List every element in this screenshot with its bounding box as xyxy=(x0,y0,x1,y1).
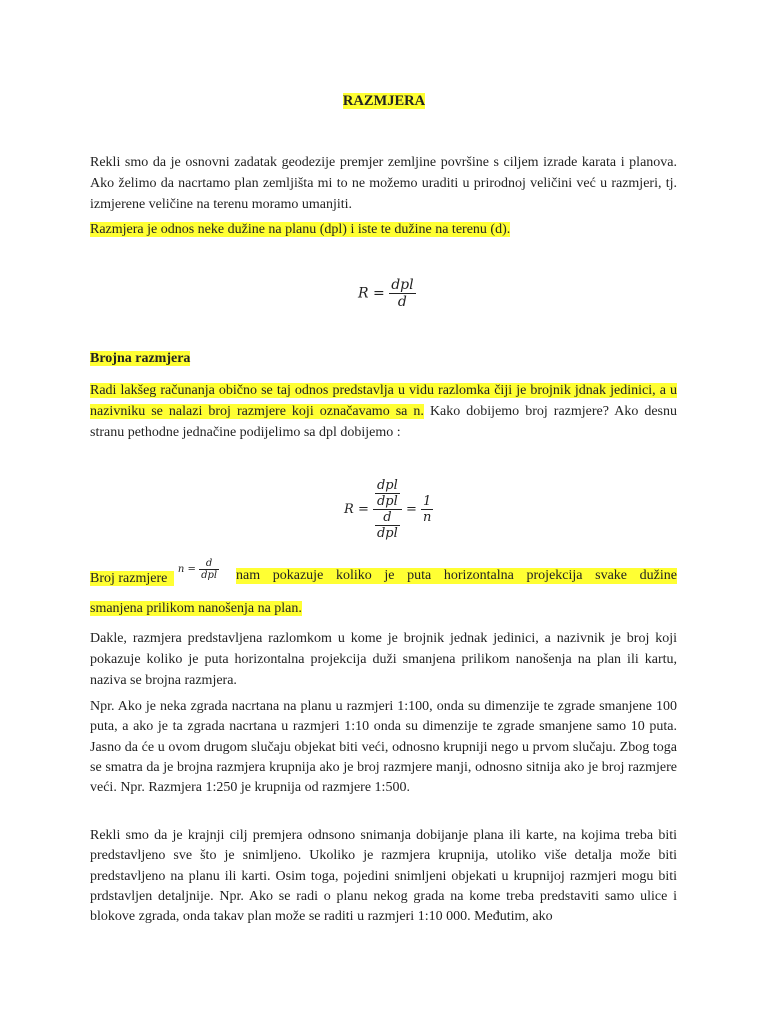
broj-razmjere-line-2: smanjena prilikom nanošenja na plan. xyxy=(90,601,302,616)
section-heading: Brojna razmjera xyxy=(90,351,191,366)
broj-razmjere-line: Broj razmjere $^{n = \frac{d}{\text{dpl}}}$ nam pokazuje koliko je puta horizontalna projekcija svake dužine xyxy=(90,558,677,586)
detail-paragraph: Rekli smo da je krajnji cilj premjera odnsono snimanja dobijanje plana ili karte, na kojima treba biti predstavljeno sve što je snimljeno. Ukoliko je razmjera krupnija, utoliko više detalja može biti predstavljeno na planu ili karti. Osim toga, pojedini snimljeni objekati u krupnijoj razmjeri mogu biti prdstavljen detaljnije. Npr. Ako se radi o planu nekog grada na kome treba predstaviti samo ulice i blokove zgrada, onda takav plan može se raditi u razmjeri 1:10 000. Međutim, ako xyxy=(90,828,677,925)
fraction-one-over-n: $\frac{1}{n}$ xyxy=(422,494,432,525)
compound-fraction: $\frac{\frac{\text{dpl}}{\text{dpl}}}{\frac{d}{\text{dpl}}}$ xyxy=(373,478,402,541)
formula-n: n = d dpl xyxy=(177,558,218,581)
fraction: $\frac{\text{dpl}}{d}$ xyxy=(391,277,414,310)
intro-paragraph: Rekli smo da je osnovni zadatak geodezije premjer zemljine površine s ciljem izrade karata i planova. Ako želimo da nacrtamo plan zemljišta mi to ne možemo uraditi u prirodnoj veličini već u razmjeri, tj. izmjerene veličine na terenu moramo umanjiti. xyxy=(90,155,677,212)
example-paragraph: Npr. Ako je neka zgrada nacrtana na planu u razmjeri 1:100, onda su dimenzije te zgrade smanjene 100 puta, a ako je ta zgrada nacrtana u razmjeri 1:10 onda su dimenzije te zgrade smanjene samo 10 puta. Jasno da će u ovom drugom slučaju objekat biti veći, odnosno krupniji nego u prvom slučaju. Zbog toga se smatra da je brojna razmjera krupnija ako je broj razmjere manji, odnosno sitnija ako je broj razmjere veći. Npr. Razmjera 1:250 je krupnija od razmjere 1:500. xyxy=(90,699,677,796)
definition-paragraph: Razmjera je odnos neke dužine na planu (dpl) i iste te dužine na terenu (d). xyxy=(90,222,511,237)
formula-ratio: R = $\frac{\text{dpl}}{d}$ xyxy=(358,277,414,310)
brojna-paragraph: Radi lakšeg računanja obično se taj odnos predstavlja u vidu razlomka čiji je brojnik jdnak jedinici, a u nazivniku se nalazi broj razmjere koji označavamo sa n. Kako dobijemo broj razmjere? Ako desnu stranu pethodne jednačine podijelimo sa dpl dobijemo : xyxy=(90,383,678,440)
page-title: RAZMJERA xyxy=(342,93,426,109)
dakle-paragraph: Dakle, razmjera predstavljena razlomkom u kome je brojnik jednak jedinici, a nazivnik je broj koji pokazuje koliko je puta horizontalna projekcija duži smanjena prilikom nanošenja na plan ili kartu, naziva se brojna razmjera. xyxy=(90,631,677,688)
formula-derivation: R = $\frac{\frac{\text{dpl}}{\text{dpl}}}{\frac{d}{\text{dpl}}}$ = $\frac{1}{n}$ xyxy=(344,478,432,541)
